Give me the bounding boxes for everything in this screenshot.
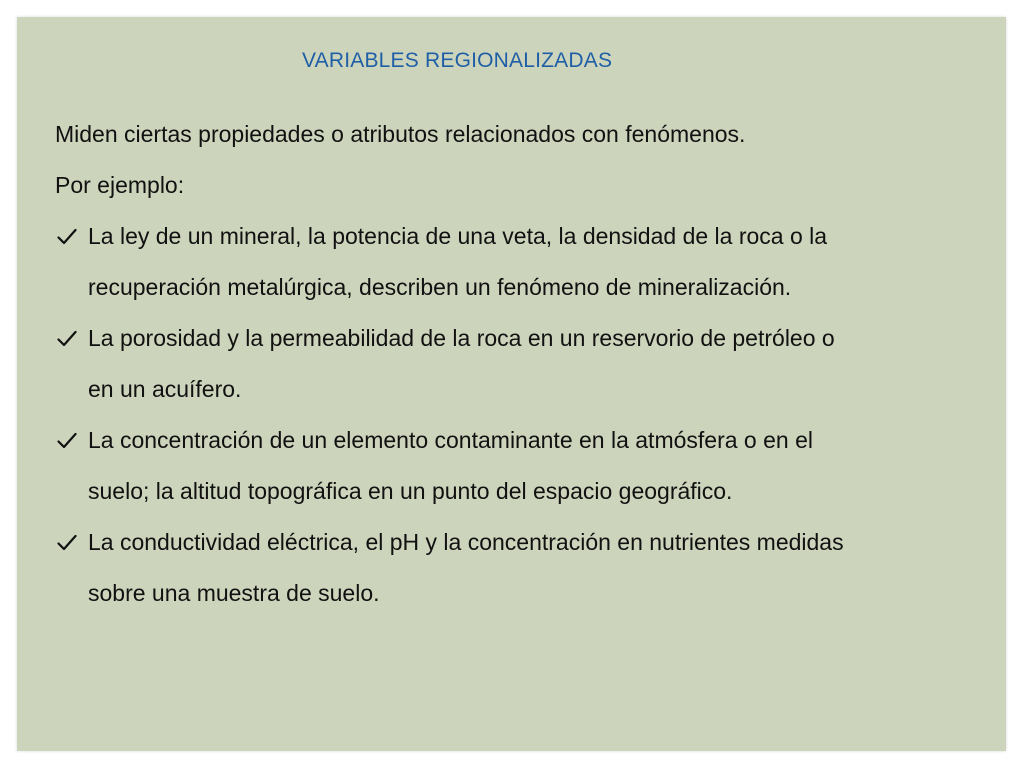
check-icon <box>57 211 79 262</box>
check-icon <box>57 313 79 364</box>
slide-title: VARIABLES REGIONALIZADAS <box>302 49 613 72</box>
check-icon <box>57 517 79 568</box>
list-item <box>55 415 1000 517</box>
list-item <box>55 313 1000 415</box>
bullet-line: La ley de un mineral, la potencia de una veta, la densidad de la roca o la <box>88 223 828 249</box>
intro-text: Miden ciertas propiedades o atributos relacionados con fenómenos. <box>55 121 746 147</box>
slide-body <box>55 109 1000 619</box>
list-item <box>55 517 1000 619</box>
bullet-line: en un acuífero. <box>88 376 242 402</box>
slide <box>17 17 1006 751</box>
bullet-line: La porosidad y la permeabilidad de la roca en un reservorio de petróleo o <box>88 325 835 351</box>
example-label: Por ejemplo: <box>55 172 185 198</box>
bullet-line: sobre una muestra de suelo. <box>88 580 380 606</box>
bullet-line: La conductividad eléctrica, el pH y la concentración en nutrientes medidas <box>88 529 844 555</box>
list-item <box>55 211 1000 313</box>
bullet-line: recuperación metalúrgica, describen un fenómeno de mineralización. <box>88 274 792 300</box>
check-icon <box>57 415 79 466</box>
bullet-list <box>55 211 1000 619</box>
bullet-line: La concentración de un elemento contaminante en la atmósfera o en el <box>88 427 813 453</box>
bullet-line: suelo; la altitud topográfica en un punto del espacio geográfico. <box>88 478 733 504</box>
